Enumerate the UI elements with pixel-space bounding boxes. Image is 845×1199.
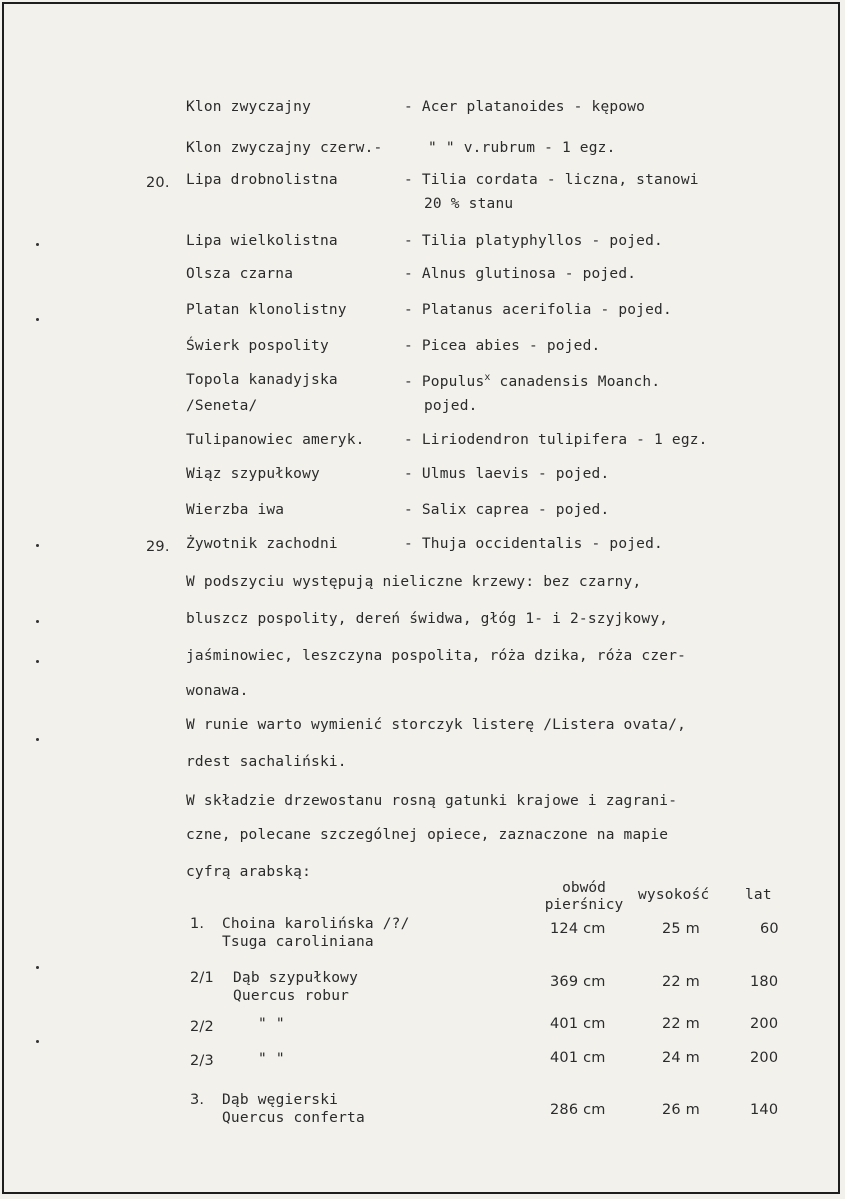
species-latin-name: - Tilia cordata - liczna, stanowi [404, 172, 699, 188]
species-latin-name: - Alnus glutinosa - pojed. [404, 266, 637, 282]
species-latin-name: - Tilia platyphyllos - pojed. [404, 233, 663, 249]
tree-name: " " [258, 1016, 285, 1032]
tree-id: 2/2 [190, 1019, 214, 1035]
paragraph-line: cyfrą arabską: [186, 864, 312, 880]
margin-mark [36, 966, 39, 969]
tree-id: 2/3 [190, 1053, 214, 1069]
margin-mark [36, 544, 39, 547]
species-polish-name: Lipa drobnolistna [186, 172, 338, 188]
species-latin-name: - Liriodendron tulipifera - 1 egz. [404, 432, 708, 448]
tree-latin-name: Quercus robur [233, 988, 350, 1004]
species-polish-name: Lipa wielkolistna [186, 233, 338, 249]
species-polish-name: Wiąz szypułkowy [186, 466, 320, 482]
margin-mark [36, 243, 39, 246]
tree-height: 25 m [662, 921, 700, 937]
species-latin-name: " " v.rubrum - 1 egz. [428, 140, 616, 156]
species-polish-name: Olsza czarna [186, 266, 294, 282]
hybrid-marker: x [484, 372, 491, 383]
paragraph-line: wonawa. [186, 683, 249, 699]
header-girth-line2: pierśnicy [544, 897, 624, 913]
species-latin-continuation: pojed. [424, 398, 478, 414]
tree-girth: 401 cm [550, 1050, 606, 1066]
header-height: wysokość [638, 887, 710, 903]
species-polish-name: Klon zwyczajny [186, 99, 312, 115]
paragraph-line: jaśminowiec, leszczyna pospolita, róża dzika, róża czer- [186, 648, 687, 664]
header-girth-line1: obwód [562, 880, 606, 896]
species-latin-name: - Ulmus laevis - pojed. [404, 466, 610, 482]
margin-mark [36, 660, 39, 663]
species-polish-name: Świerk pospolity [186, 338, 329, 354]
species-latin-name: - Acer platanoides - kępowo [404, 99, 646, 115]
species-polish-name: Platan klonolistny [186, 302, 347, 318]
margin-mark [36, 1040, 39, 1043]
tree-girth: 369 cm [550, 974, 606, 990]
species-polish-name: Topola kanadyjska [186, 372, 338, 388]
tree-name: Dąb węgierski [222, 1092, 339, 1108]
species-latin-continuation: 20 % stanu [424, 196, 514, 212]
paragraph-line: W podszyciu występują nieliczne krzewy: bez czarny, [186, 574, 642, 590]
tree-height: 26 m [662, 1102, 700, 1118]
species-polish-name: Żywotnik zachodni [186, 536, 338, 552]
species-polish-name: Klon zwyczajny czerw.- [186, 140, 383, 156]
tree-age: 200 [750, 1050, 779, 1066]
tree-id: 1. [190, 916, 205, 932]
tree-girth: 401 cm [550, 1016, 606, 1032]
paragraph-line: bluszcz pospolity, dereń świdwa, głóg 1- i 2-szyjkowy, [186, 611, 669, 627]
species-latin-name: - Platanus acerifolia - pojed. [404, 302, 672, 318]
species-latin-name: - Salix caprea - pojed. [404, 502, 610, 518]
species-polish-name: Tulipanowiec ameryk. [186, 432, 365, 448]
species-polish-name: Wierzba iwa [186, 502, 285, 518]
tree-girth: 286 cm [550, 1102, 606, 1118]
species-latin-name: - Populus$^x$ canadensis Moanch. [404, 372, 661, 390]
tree-age: 60 [760, 921, 779, 937]
species-marker: 20. [146, 175, 170, 191]
margin-mark [36, 318, 39, 321]
tree-age: 180 [750, 974, 779, 990]
species-polish-continuation: /Seneta/ [186, 398, 258, 414]
tree-name: Dąb szypułkowy [233, 970, 359, 986]
tree-id: 2/1 [190, 970, 214, 986]
tree-name: " " [258, 1051, 285, 1067]
paragraph-line: czne, polecane szczególnej opiece, zaznaczone na mapie [186, 827, 669, 843]
species-marker: 29. [146, 539, 170, 555]
paragraph-line: W runie warto wymienić storczyk listerę /Listera ovata/, [186, 717, 687, 733]
tree-id: 3. [190, 1092, 205, 1108]
tree-age: 200 [750, 1016, 779, 1032]
tree-name: Choina karolińska /?/ [222, 916, 410, 932]
paragraph-line: W składzie drzewostanu rosną gatunki krajowe i zagrani- [186, 793, 678, 809]
header-age: lat [745, 887, 772, 903]
tree-girth: 124 cm [550, 921, 606, 937]
species-latin-name: - Thuja occidentalis - pojed. [404, 536, 663, 552]
tree-age: 140 [750, 1102, 779, 1118]
header-girth [536, 880, 632, 914]
species-latin-name: - Picea abies - pojed. [404, 338, 601, 354]
tree-height: 22 m [662, 974, 700, 990]
tree-height: 24 m [662, 1050, 700, 1066]
tree-latin-name: Quercus conferta [222, 1110, 365, 1126]
margin-mark [36, 738, 39, 741]
tree-latin-name: Tsuga caroliniana [222, 934, 374, 950]
tree-height: 22 m [662, 1016, 700, 1032]
margin-mark [36, 620, 39, 623]
paragraph-line: rdest sachaliński. [186, 754, 347, 770]
